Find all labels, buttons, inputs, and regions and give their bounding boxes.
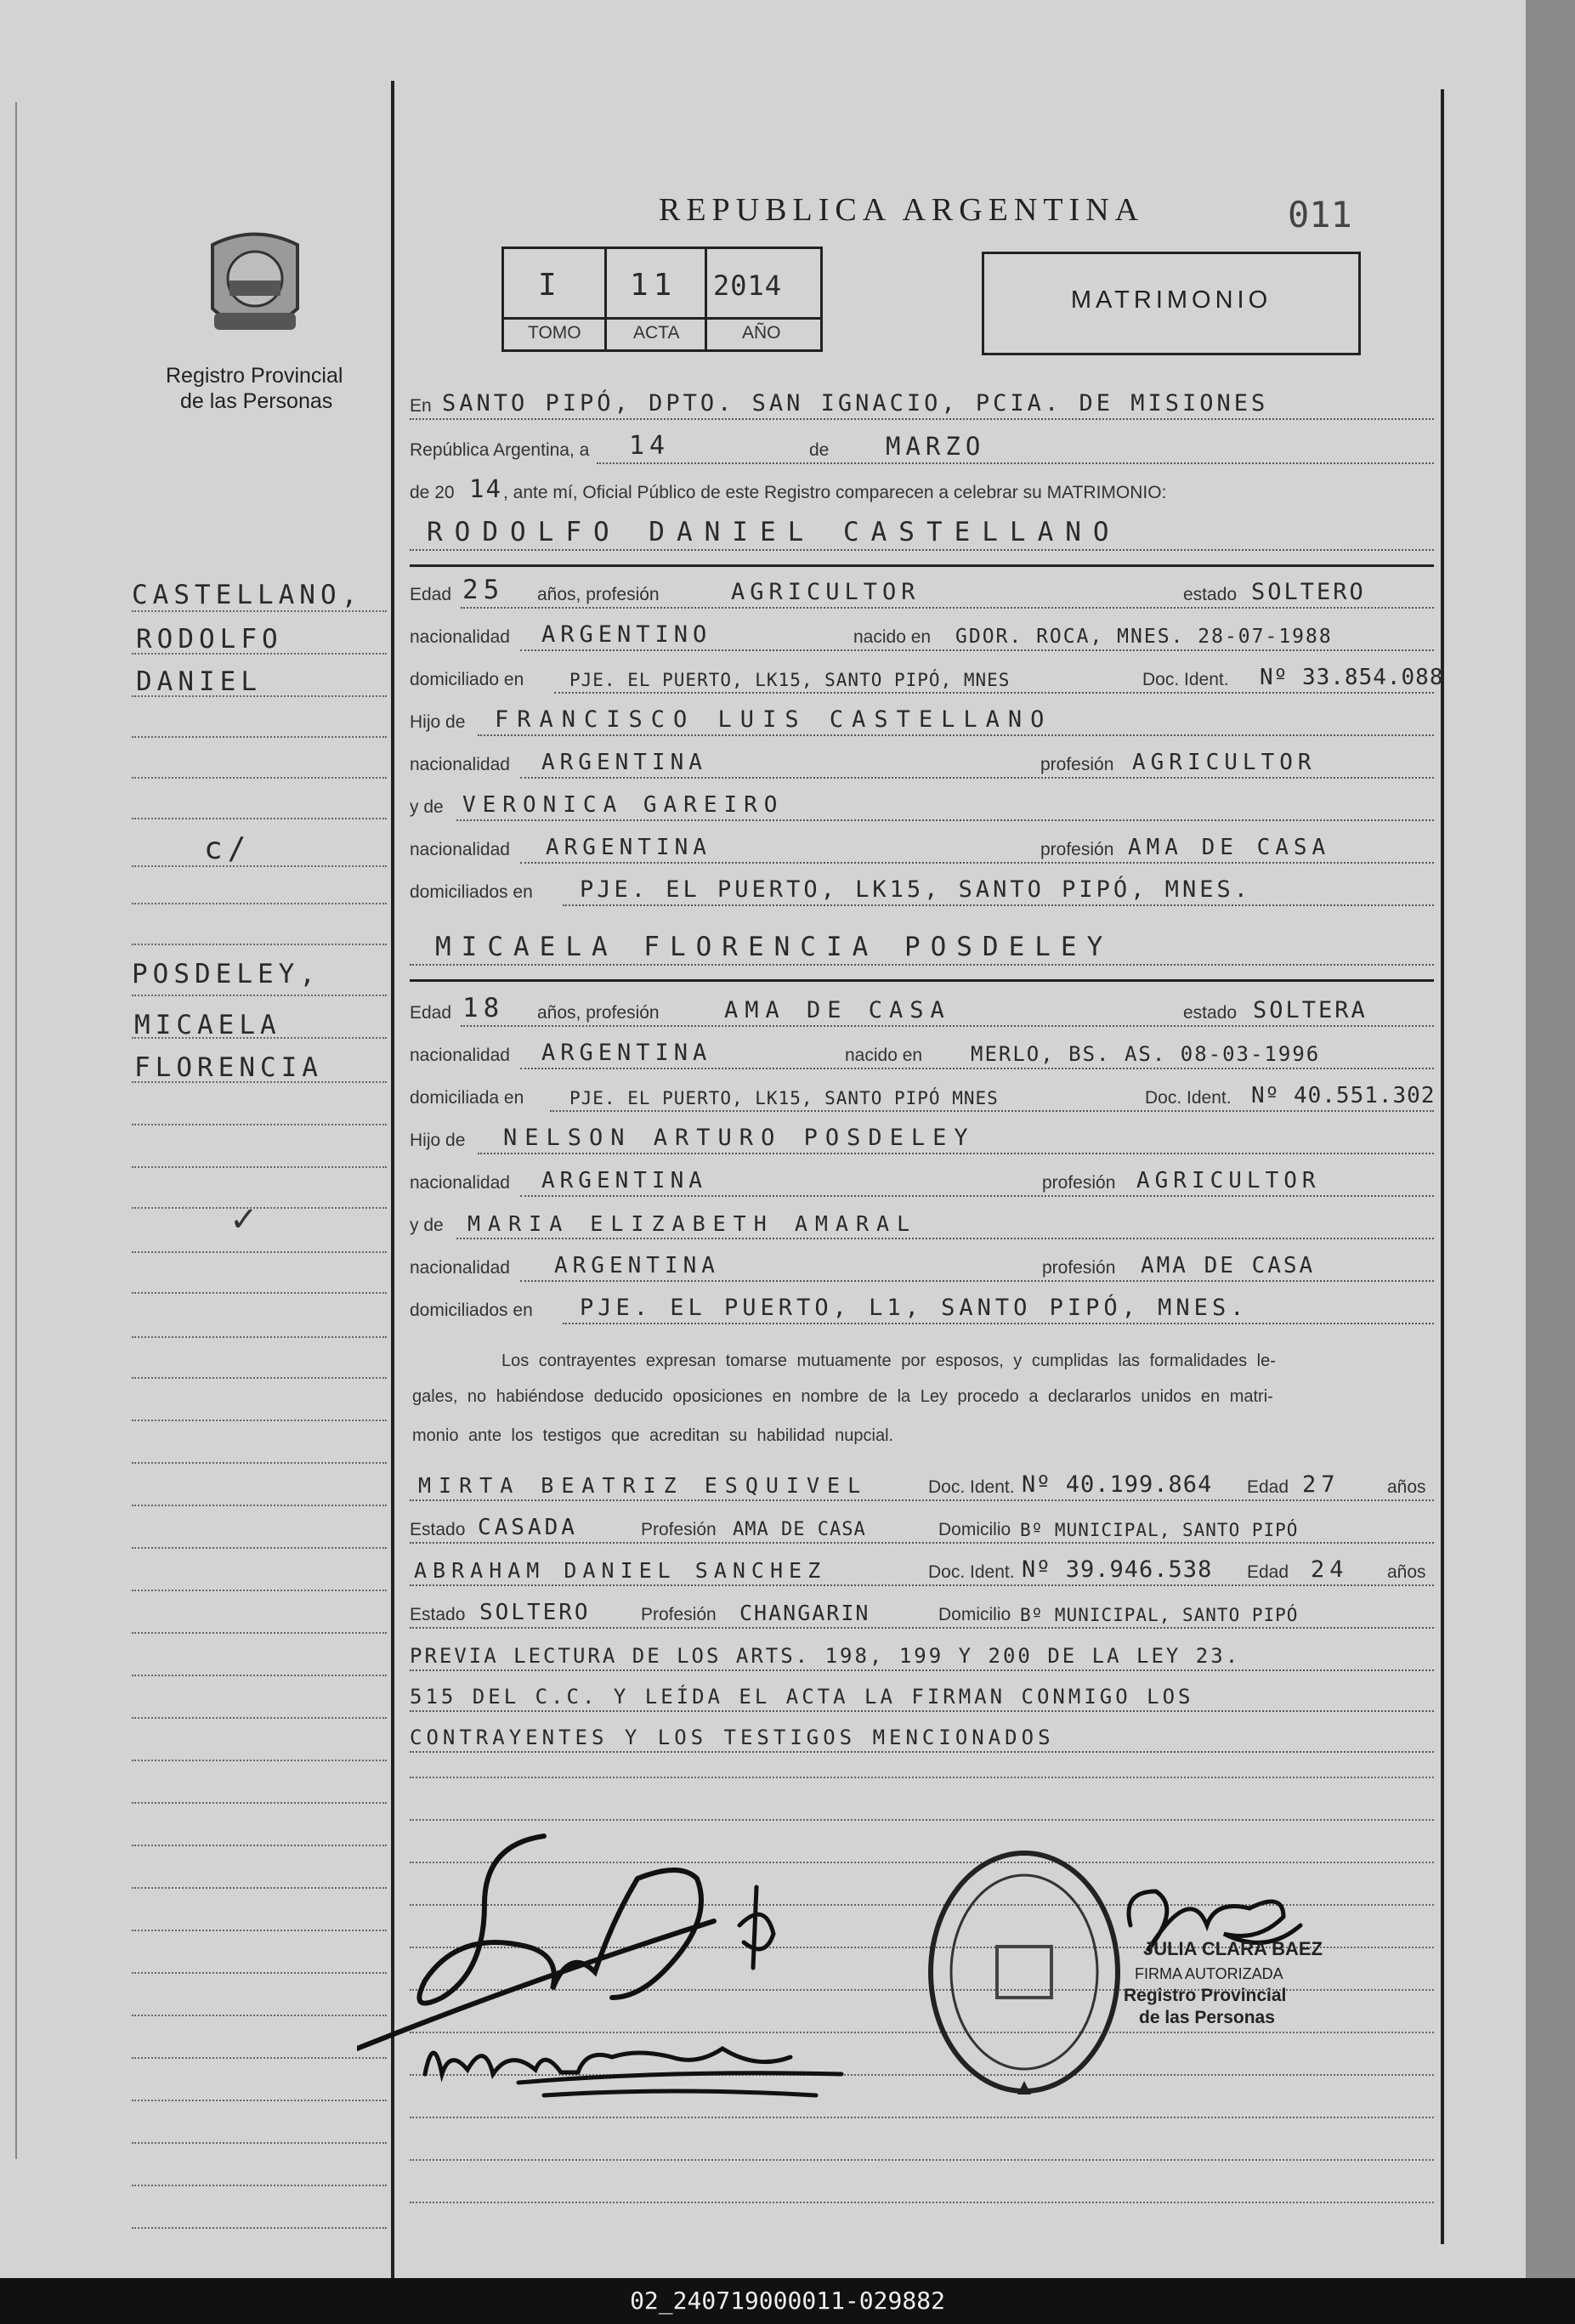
groom-birthplace-date: GDOR. ROCA, MNES. 28-07-1988: [955, 626, 1333, 648]
bride-father-details-line: [410, 1166, 1434, 1200]
bride-father-nationality: ARGENTINA: [541, 1168, 707, 1193]
witness2-document-number: Nº 39.946.538: [1022, 1556, 1213, 1583]
document-type-box: [982, 252, 1361, 355]
official-name: JULIA CLARA BAEZ: [1143, 1938, 1323, 1959]
ceremony-month: MARZO: [886, 432, 986, 461]
official-org-line2: de las Personas: [1139, 2008, 1275, 2027]
estado-label: estado: [1183, 585, 1238, 604]
tomo-label: TOMO: [528, 323, 581, 343]
groom-address: PJE. EL PUERTO, LK15, SANTO PIPÓ, MNES: [569, 670, 1011, 690]
witness2-details-line: [410, 1598, 1434, 1632]
document-type: MATRIMONIO: [1070, 286, 1272, 314]
domicilio-label: Domicilio: [938, 1605, 1011, 1624]
edad-label: Edad: [1247, 1562, 1289, 1582]
bride-parents-address: PJE. EL PUERTO, L1, SANTO PIPÓ, MNES.: [580, 1295, 1249, 1321]
doc-ident-label: Doc. Ident.: [928, 1477, 1015, 1497]
anios-profesion-label: años, profesión: [537, 585, 660, 604]
ceremony-place: SANTO PIPÓ, DPTO. SAN IGNACIO, PCIA. DE MISIONES: [442, 390, 1269, 417]
nacido-label: nacido en: [845, 1046, 923, 1065]
en-label: En: [410, 396, 432, 416]
doc-ident-label: Doc. Ident.: [1145, 1088, 1232, 1108]
intro-clause: , ante mí, Oficial Público de este Registro comparecen a celebrar su MATRIMONIO:: [503, 483, 1167, 502]
de-label: de: [809, 440, 830, 460]
groom-father-details-line: [410, 748, 1434, 782]
bride-address-line: [410, 1081, 1434, 1115]
bride-separator: [410, 979, 1434, 982]
closing-text-1: PREVIA LECTURA DE LOS ARTS. 198, 199 Y 200 DE LA LEY 23.: [410, 1644, 1241, 1668]
witness2-address: Bº MUNICIPAL, SANTO PIPÓ: [1020, 1605, 1299, 1625]
anios-label: años: [1387, 1562, 1426, 1582]
bride-full-name: MICAELA FLORENCIA POSDELEY: [435, 932, 1113, 962]
groom-mother-nationality: ARGENTINA: [546, 835, 711, 860]
bride-birthplace-date: MERLO, BS. AS. 08-03-1996: [971, 1042, 1321, 1066]
bride-name-line: [410, 932, 1434, 969]
margin-checkmark: ✓: [229, 1201, 258, 1239]
book-reference-table: [501, 247, 823, 352]
nacionalidad-label: nacionalidad: [410, 1173, 510, 1193]
folio-number: 011: [1288, 194, 1352, 235]
republica-label: República Argentina, a: [410, 440, 590, 460]
groom-father-line: [410, 706, 1434, 740]
bride-profession: AMA DE CASA: [724, 997, 951, 1023]
closing-text-2: 515 DEL C.C. Y LEÍDA EL ACTA LA FIRMAN CONMIGO LOS: [410, 1685, 1194, 1709]
groom-separator: [410, 564, 1434, 567]
bride-witness-signature: [416, 2023, 858, 2112]
bride-mother-line: [410, 1209, 1434, 1243]
witness1-details-line: [410, 1513, 1434, 1547]
bride-mother-profession: AMA DE CASA: [1141, 1253, 1316, 1278]
domicilio-label: domiciliada en: [410, 1088, 524, 1108]
closing-line-1: [410, 1641, 1434, 1675]
witness-initials-signature: [731, 1883, 782, 1981]
ceremony-year: 14: [469, 474, 502, 503]
groom-full-name: RODOLFO DANIEL CASTELLANO: [427, 517, 1121, 547]
witness1-address: Bº MUNICIPAL, SANTO PIPÓ: [1020, 1520, 1299, 1540]
witness2-line: [410, 1556, 1434, 1590]
groom-parents-address-line: [410, 876, 1434, 910]
hijo-de-label: Hijo de: [410, 712, 466, 732]
estado-label: Estado: [410, 1520, 466, 1539]
anios-label: años: [1387, 1477, 1426, 1497]
edad-label: Edad: [410, 585, 452, 604]
nacionalidad-label: nacionalidad: [410, 1046, 510, 1065]
domiciliados-label: domiciliados en: [410, 1301, 533, 1320]
closing-line-3: [410, 1722, 1434, 1756]
witness1-profession: AMA DE CASA: [733, 1519, 866, 1540]
intro-date-line: [410, 431, 1434, 468]
groom-parents-address: PJE. EL PUERTO, LK15, SANTO PIPÓ, MNES.: [580, 876, 1251, 903]
witness2-name: ABRAHAM DANIEL SANCHEZ: [414, 1558, 827, 1583]
margin-groom-surname: CASTELLANO,: [132, 580, 363, 610]
domiciliados-label: domiciliados en: [410, 882, 533, 902]
bride-age: 18: [462, 993, 505, 1023]
right-rule: [1441, 89, 1444, 2244]
margin-bride-given2: FLORENCIA: [134, 1052, 323, 1083]
bride-nationality-line: [410, 1039, 1434, 1073]
closing-line-2: [410, 1681, 1434, 1715]
witness1-document-number: Nº 40.199.864: [1022, 1471, 1213, 1498]
official-title: FIRMA AUTORIZADA: [1135, 1965, 1283, 1982]
bride-mother-name: MARIA ELIZABETH AMARAL: [467, 1211, 918, 1236]
profesion-label: Profesión: [641, 1605, 717, 1624]
bride-nationality: ARGENTINA: [541, 1040, 712, 1066]
groom-age-line: [410, 575, 1434, 612]
margin-groom-given2: DANIEL: [136, 666, 262, 697]
acta-label: ACTA: [633, 323, 680, 343]
groom-address-line: [410, 663, 1444, 697]
anios-profesion-label: años, profesión: [537, 1003, 660, 1023]
groom-nationality-line: [410, 621, 1434, 655]
bride-father-name: NELSON ARTURO POSDELEY: [503, 1125, 976, 1151]
closing-text-3: CONTRAYENTES Y LOS TESTIGOS MENCIONADOS: [410, 1726, 1055, 1749]
witness1-line: [410, 1471, 1434, 1505]
official-org-line1: Registro Provincial: [1124, 1986, 1287, 2005]
bride-parents-address-line: [410, 1294, 1434, 1328]
margin-bride-surname: POSDELEY,: [132, 959, 320, 989]
witness2-marital-status: SOLTERO: [479, 1600, 591, 1625]
y-de-label: y de: [410, 797, 444, 817]
profesion-label: profesión: [1040, 840, 1114, 859]
domicilio-label: domiciliado en: [410, 670, 524, 689]
anio-value: 2014: [713, 269, 783, 302]
intro-year-line: [410, 476, 1434, 510]
ceremony-day: 14: [629, 431, 671, 461]
nacionalidad-label: nacionalidad: [410, 755, 510, 774]
witness2-age: 24: [1311, 1556, 1349, 1583]
groom-nationality: ARGENTINO: [541, 621, 712, 648]
profesion-label: profesión: [1042, 1173, 1116, 1193]
bride-address: PJE. EL PUERTO, LK15, SANTO PIPÓ MNES: [569, 1088, 999, 1108]
estado-label: estado: [1183, 1003, 1238, 1023]
edad-label: Edad: [410, 1003, 452, 1023]
groom-document-number: Nº 33.854.088: [1260, 665, 1444, 690]
bride-age-line: [410, 993, 1434, 1030]
groom-profession: AGRICULTOR: [731, 579, 921, 605]
edad-label: Edad: [1247, 1477, 1289, 1497]
witness1-marital-status: CASADA: [478, 1515, 578, 1540]
registry-seal-logo: [204, 228, 306, 347]
profesion-label: profesión: [1040, 755, 1114, 774]
registry-name-line2: de las Personas: [180, 389, 333, 413]
profesion-label: Profesión: [641, 1520, 717, 1539]
groom-name-line: [410, 517, 1434, 554]
binding-edge: [15, 102, 17, 2159]
margin-conjunction: c/: [204, 831, 252, 866]
margin-groom-given1: RODOLFO: [136, 624, 283, 655]
nacionalidad-label: nacionalidad: [410, 840, 510, 859]
bride-father-line: [410, 1124, 1434, 1158]
groom-mother-details-line: [410, 833, 1434, 867]
official-round-stamp: [922, 1845, 1126, 2112]
groom-marital-status: SOLTERO: [1251, 579, 1366, 605]
bride-mother-details-line: [410, 1251, 1434, 1285]
witness1-age: 27: [1302, 1471, 1340, 1498]
bride-document-number: Nº 40.551.302: [1251, 1083, 1436, 1108]
doc-ident-label: Doc. Ident.: [928, 1562, 1015, 1582]
domicilio-label: Domicilio: [938, 1520, 1011, 1539]
declaration-line-3: monio ante los testigos que acreditan su habilidad nupcial.: [412, 1426, 894, 1445]
profesion-label: profesión: [1042, 1258, 1116, 1278]
groom-mother-profession: AMA DE CASA: [1128, 835, 1331, 860]
groom-age: 25: [462, 575, 505, 605]
groom-father-nationality: ARGENTINA: [541, 750, 707, 775]
year-prefix: de 20: [410, 483, 455, 502]
witness1-name: MIRTA BEATRIZ ESQUIVEL: [418, 1473, 869, 1498]
acta-value: 11: [630, 268, 677, 303]
nacionalidad-label: nacionalidad: [410, 1258, 510, 1278]
declaration-line-2: gales, no habiéndose deducido oposiciones en nombre de la Ley procedo a declararlos unidos en matri-: [412, 1387, 1273, 1406]
registry-name: Registro Provincial: [166, 364, 343, 388]
page-edge: [1526, 0, 1575, 2278]
bride-father-profession: AGRICULTOR: [1136, 1168, 1321, 1193]
margin-bride-given1: MICAELA: [134, 1010, 281, 1040]
groom-mother-line: [410, 791, 1434, 825]
declaration-line-1: Los contrayentes expresan tomarse mutuamente por esposos, y cumplidas las formalidades le-: [501, 1352, 1276, 1370]
hijo-de-label: Hijo de: [410, 1131, 466, 1150]
bride-marital-status: SOLTERA: [1253, 997, 1368, 1023]
estado-label: Estado: [410, 1605, 466, 1624]
image-code-caption: 02_240719000011-029882: [0, 2278, 1575, 2324]
groom-mother-name: VERONICA GAREIRO: [462, 792, 785, 818]
bride-mother-nationality: ARGENTINA: [554, 1253, 720, 1278]
intro-place-line: [410, 389, 1434, 423]
y-de-label: y de: [410, 1216, 444, 1235]
groom-father-name: FRANCISCO LUIS CASTELLANO: [495, 706, 1053, 733]
country-title: REPUBLICA ARGENTINA: [659, 192, 1145, 228]
nacido-label: nacido en: [853, 627, 932, 647]
tomo-value: I: [538, 268, 562, 303]
groom-father-profession: AGRICULTOR: [1132, 750, 1317, 775]
anio-label: AÑO: [742, 323, 781, 343]
witness2-profession: CHANGARIN: [739, 1601, 870, 1625]
nacionalidad-label: nacionalidad: [410, 627, 510, 647]
doc-ident-label: Doc. Ident.: [1142, 670, 1229, 689]
